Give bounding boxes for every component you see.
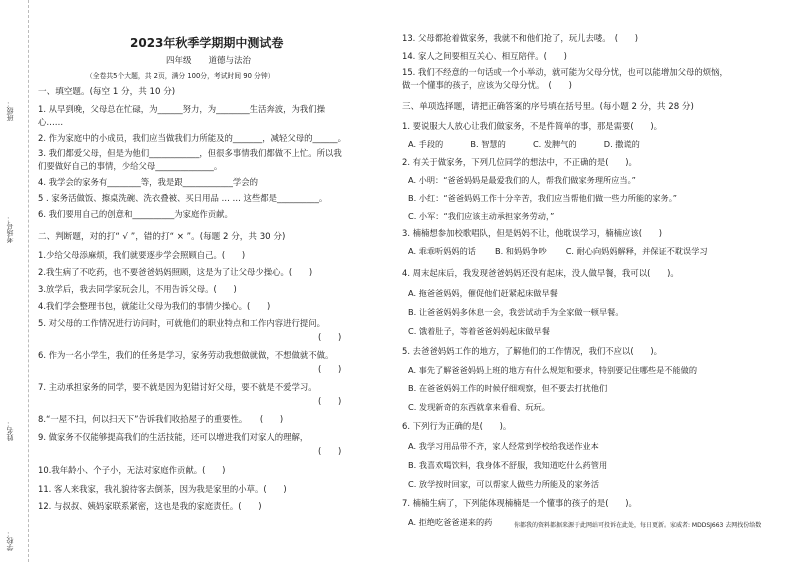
fill-q4: 4. 我学会的家务有________等，我是跟____________学会的 bbox=[38, 177, 259, 187]
choice-q4: 4. 周末起床后，我发现爸爸妈妈还没有起床，没人做早餐，我可以( )。 bbox=[402, 268, 679, 278]
section-choice-title: 三、单项选择题，请把正确答案的序号填在括号里。(每小题 2 分，共 28 分) bbox=[402, 102, 694, 112]
choice-q1: 1. 要说服大人放心让我们做家务，不是件简单的事，那是需要( )。 bbox=[402, 121, 663, 131]
choice-q5-option-b: B. 在爸爸妈妈工作的时候仔细观察，但不要去打扰他们 bbox=[408, 383, 608, 393]
fill-q2: 2. 作为家庭中的小成员，我们应当做我们力所能及的_______，减轻父母的______。 bbox=[38, 133, 346, 143]
class-label: 班级： bbox=[6, 100, 14, 121]
fill-q3-line-a: 3. 我们都爱父母，但是为他们____________，但很多事情我们都做不上忙。所以我 bbox=[38, 148, 342, 158]
judge-q1: 1.少给父母添麻烦，我们就要逐步学会照顾自己。( ) bbox=[38, 250, 246, 260]
fill-q5: 5 . 家务活做饭、擦桌洗碗、洗衣叠被、买日用品 … … 这些都是__________。 bbox=[38, 193, 328, 203]
fill-q3-line-b: 们要做好自己的事情，少给父母______________。 bbox=[38, 161, 223, 171]
exam-note: （全卷共5个大题，共 2页，满分 100分，考试时间 90 分钟） bbox=[86, 72, 275, 80]
binding-dashed-line bbox=[28, 0, 29, 562]
judge-q10: 10.我年龄小、个子小，无法对家庭作贡献。( ) bbox=[38, 465, 226, 475]
choice-q4-option-a: A. 拖爸爸妈妈，催促他们赶紧起床做早餐 bbox=[408, 288, 558, 298]
choice-q6-option-c: C. 放学按时回家，可以帮家人做些力所能及的家务活 bbox=[408, 479, 600, 489]
exam-subtitle: 四年级 道德与法治 bbox=[166, 56, 252, 66]
choice-q6-option-a: A. 我学习用品带不齐，家人经常到学校给我送作业本 bbox=[408, 441, 599, 451]
choice-q5-option-c: C. 发现新奇的东西就拿来看看、玩玩。 bbox=[408, 402, 550, 412]
exam-room-label: 考场号： bbox=[6, 215, 14, 243]
choice-q2: 2. 有关于做家务，下列几位同学的想法中，不正确的是( )。 bbox=[402, 157, 637, 167]
fill-q1-line-a: 1. 从早到晚，父母总在忙碌，为______努力，为________生活奔波，为我们操 bbox=[38, 104, 326, 114]
choice-q5-option-a: A. 事先了解爸爸妈妈上班的地方有什么规矩和要求，特别要记住哪些是不能做的 bbox=[408, 365, 698, 375]
judge-q15-line-a: 15. 我们不经意的一句话或一个小举动，就可能为父母分忧，也可以能增加父母的烦恼， bbox=[402, 67, 728, 77]
judge-q8: 8.“一屋不扫，何以扫天下”告诉我们收拾屋子的重要性。 ( ) bbox=[38, 414, 284, 424]
exam-title: 2023年秋季学期期中测试卷 bbox=[130, 36, 284, 50]
judge-q6-line-b: ( ) bbox=[318, 364, 342, 374]
choice-q6-option-b: B. 我喜欢喝饮料，我身体不舒服，我知道吃什么药管用 bbox=[408, 460, 608, 470]
fill-q6: 6. 我们要用自己的创意和__________为家庭作贡献。 bbox=[38, 209, 233, 219]
choice-q2-option-a: A. 小明：“爸爸妈妈是最爱我们的人，帮我们做家务理所应当。” bbox=[408, 175, 636, 185]
judge-q14: 14. 家人之间要相互关心、相互陪伴。( ) bbox=[402, 51, 567, 61]
choice-q7: 7. 楠楠生病了，下列能体现楠楠是一个懂事的孩子的是( )。 bbox=[402, 498, 637, 508]
judge-q5-line-b: ( ) bbox=[318, 332, 342, 342]
choice-q4-option-b: B. 让爸爸妈妈多休息一会，我尝试动手为全家做一顿早餐。 bbox=[408, 307, 624, 317]
fill-q1-line-b: 心…… bbox=[38, 117, 64, 127]
judge-q5-line-a: 5. 对父母的工作情况进行访问时，可就他们的职业特点和工作内容进行提问。 bbox=[38, 318, 326, 328]
judge-q7-line-a: 7. 主动承担家务的同学，要不就是因为犯错讨好父母，要不就是不爱学习。 bbox=[38, 382, 317, 392]
judge-q4: 4.我们学会整理书包，就能让父母为我们的事情少操心。( ) bbox=[38, 301, 271, 311]
section-judge-title: 二、判断题，对的打“ √ ”，错的打“ × ”。(每题 2 分，共 30 分) bbox=[38, 232, 286, 242]
choice-q1-options: A. 手段的 B. 智慧的 C. 发脾气的 D. 撒谎的 bbox=[408, 139, 640, 149]
judge-q7-line-b: ( ) bbox=[318, 396, 342, 406]
judge-q9-line-b: ( ) bbox=[318, 446, 342, 456]
choice-q2-option-b: B. 小红：“爸爸妈妈工作十分辛苦，我们应当帮他们做一些力所能的家务。” bbox=[408, 193, 678, 203]
section-fill-blank-title: 一、填空题。(每空 1 分，共 10 分) bbox=[38, 87, 176, 97]
judge-q9-line-a: 9. 做家务不仅能够提高我们的生活技能，还可以增进我们对家人的理解， bbox=[38, 432, 309, 442]
choice-q5: 5. 去爸爸妈妈工作的地方，了解他们的工作情况，我们不应以( )。 bbox=[402, 346, 663, 356]
binding-sidebar bbox=[2, 0, 24, 562]
choice-q4-option-c: C. 饿着肚子，等着爸爸妈妈起床做早餐 bbox=[408, 326, 550, 336]
student-name-label: 姓名： bbox=[6, 420, 14, 441]
judge-q11: 11. 客人来我家，我礼貌待客去倒茶，因为我是家里的小草。( ) bbox=[38, 484, 287, 494]
choice-q7-option-a: A. 拒绝吃爸爸递来的药 bbox=[408, 517, 493, 527]
judge-q12: 12. 与叔叔、姨妈家联系紧密，这也是我的家庭责任。( ) bbox=[38, 501, 262, 511]
choice-q3: 3. 楠楠想参加校歌唱队，但是妈妈不让，他耽误学习，楠楠应该( ) bbox=[402, 228, 663, 238]
judge-q2: 2.我生病了不吃药，也不要爸爸妈妈照顾，这是为了让父母少操心。( ) bbox=[38, 267, 313, 277]
judge-q15-line-b: 做一个懂事的孩子，应该为父母分忧。 ( ) bbox=[402, 80, 572, 90]
watermark-footnote: 你都我的资料都据来源于此网站可投诉在此处，每日更新。家威者: MDDSJ663 去网找份给数 bbox=[514, 522, 762, 529]
judge-q6-line-a: 6. 作为一名小学生，我们的任务是学习，家务劳动我想做就做，不想做就不做。 bbox=[38, 350, 334, 360]
choice-q6: 6. 下列行为正确的是( )。 bbox=[402, 421, 512, 431]
choice-q2-option-c: C. 小军：“我们应该主动承担家务劳动，” bbox=[408, 211, 555, 221]
judge-q3: 3.放学后，我去同学家玩会儿，不用告诉父母。( ) bbox=[38, 284, 237, 294]
choice-q3-options: A. 乖乖听妈妈的话 B. 和妈妈争吵 C. 耐心向妈妈解释，并保证不耽误学习 bbox=[408, 246, 708, 256]
judge-q13: 13. 父母都抢着做家务，我就不和他们抢了，玩儿去喽。 ( ) bbox=[402, 33, 639, 43]
school-label: 学校： bbox=[6, 530, 14, 551]
